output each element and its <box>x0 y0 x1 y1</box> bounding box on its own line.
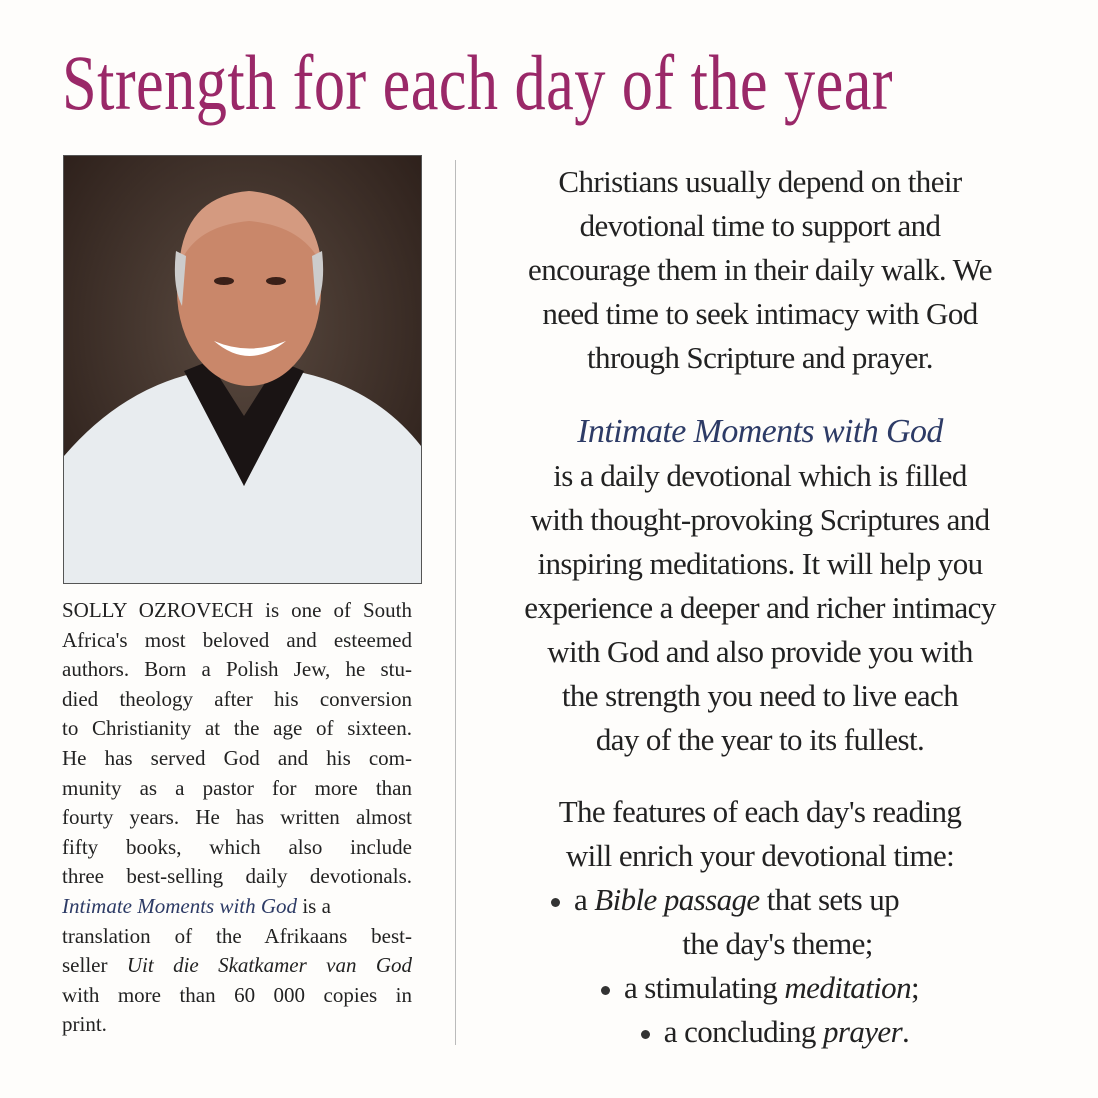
bio-line <box>62 951 412 981</box>
feature-emphasis: Bible passage <box>594 882 760 917</box>
bio-line: He has served God and his com- <box>62 745 412 770</box>
bio-line: translation of the Afrikaans best- <box>62 923 412 948</box>
text-line: with God and also provide you with <box>547 634 973 669</box>
text-line: day of the year to its fullest. <box>595 722 925 757</box>
feature-item <box>470 878 1050 922</box>
feature-text: a <box>573 882 595 917</box>
bio-line: Africa's most beloved and esteemed <box>62 627 412 652</box>
description-paragraph <box>470 410 1050 762</box>
text-line: experience a deeper and richer intimacy <box>524 590 996 625</box>
feature-item <box>470 966 1050 1010</box>
bio-text: seller <box>62 953 127 978</box>
page-title: Strength for each day of the year <box>62 39 893 126</box>
bullet-icon <box>601 986 610 995</box>
feature-text: that sets up <box>759 882 899 917</box>
column-divider <box>455 160 456 1045</box>
original-title: Uit die Skatkamer van God <box>126 953 412 978</box>
feature-text: . <box>902 1014 910 1049</box>
bio-line: died theology after his conversion <box>62 686 412 711</box>
intro-paragraph <box>470 160 1050 380</box>
bullet-icon <box>641 1030 650 1039</box>
book-title: Intimate Moments with God <box>62 893 298 918</box>
text-line: through Scripture and prayer. <box>587 340 933 375</box>
bio-line: fourty years. He has written almost <box>62 805 412 830</box>
feature-text: ; <box>910 970 919 1005</box>
author-photo <box>63 155 422 584</box>
text-line: encourage them in their daily walk. We <box>528 252 992 287</box>
feature-item <box>470 1010 1050 1054</box>
text-line: need time to seek intimacy with God <box>542 296 978 331</box>
bio-line: with more than 60 000 copies in <box>62 982 412 1007</box>
text-line: inspiring meditations. It will help you <box>537 546 983 581</box>
text-line: the strength you need to live each <box>561 678 959 713</box>
bio-line: three best-selling daily devotionals. <box>62 864 412 889</box>
bio-line: fifty books, which also include <box>62 834 412 859</box>
text-line: devotional time to support and <box>579 208 941 243</box>
text-line: Christians usually depend on their <box>558 164 962 199</box>
author-bio <box>62 596 412 1040</box>
bio-text: is a <box>297 893 331 918</box>
text-line: The features of each day's reading <box>558 794 962 829</box>
feature-text: a concluding <box>663 1014 823 1049</box>
bio-line: to Christianity at the age of sixteen. <box>62 716 412 741</box>
text-line: with thought-provoking Scriptures and <box>530 502 990 537</box>
feature-continuation: the day's theme; <box>682 926 873 961</box>
bio-line: authors. Born a Polish Jew, he stu- <box>62 657 412 682</box>
bio-line: SOLLY OZROVECH is one of South <box>62 598 412 622</box>
bio-line: munity as a pastor for more than <box>62 775 412 800</box>
bio-line: print. <box>62 1012 107 1037</box>
text-line: is a daily devotional which is filled <box>553 458 967 493</box>
feature-emphasis: prayer <box>823 1014 903 1049</box>
features-section <box>470 790 1050 1054</box>
bullet-icon <box>551 898 560 907</box>
feature-text: a stimulating <box>624 970 785 1005</box>
text-line: will enrich your devotional time: <box>565 838 955 873</box>
feature-emphasis: meditation <box>784 970 911 1005</box>
bio-line <box>62 892 412 922</box>
book-heading: Intimate Moments with God <box>577 413 943 450</box>
